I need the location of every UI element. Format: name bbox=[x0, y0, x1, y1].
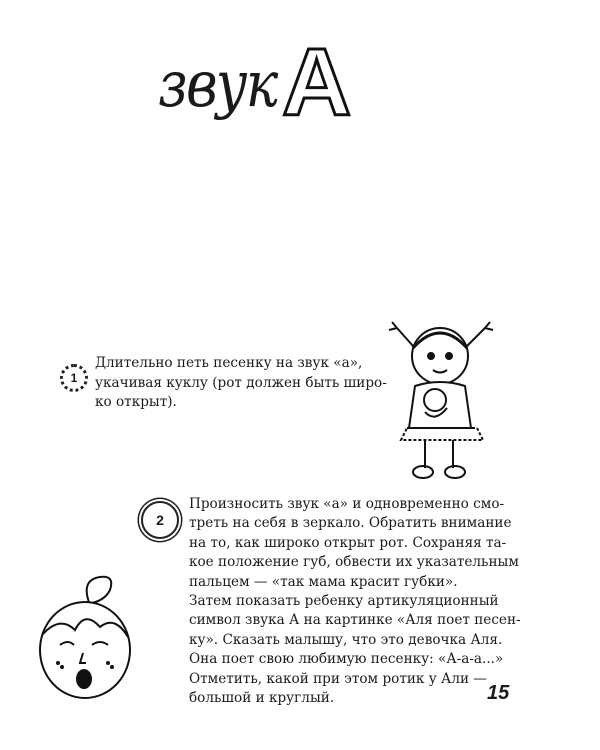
text-line: ко открыт). bbox=[95, 394, 177, 410]
text-line: Отметить, какой при этом ротик у Али — bbox=[189, 670, 487, 687]
text-line: на то, как широко открыт рот. Сохраняя та- bbox=[189, 534, 507, 551]
text-line: символ звука А на картинке «Аля поет песен- bbox=[189, 612, 521, 629]
text-line: пальцем — «так мама красит губки». bbox=[189, 573, 458, 590]
text-line: Длительно петь песенку на звук «а», bbox=[95, 355, 363, 371]
text-line: большой и круглый. bbox=[189, 690, 335, 707]
title-word: звук bbox=[158, 48, 277, 122]
girl-with-doll-illustration bbox=[385, 308, 500, 483]
text-line: кое положение губ, обвести их указательным bbox=[189, 554, 519, 571]
text-line: Произносить звук «а» и одновременно смо- bbox=[189, 496, 505, 512]
step-1-badge: 1 bbox=[60, 364, 88, 392]
step-2-text bbox=[189, 495, 521, 708]
title-letter: А bbox=[282, 29, 352, 136]
step-1-text bbox=[95, 354, 387, 413]
text-line: ку». Сказать малышу, что это девочка Аля. bbox=[189, 631, 503, 648]
page-number: 15 bbox=[487, 682, 510, 704]
text-line: треть на себя в зеркало. Обратить внимание bbox=[189, 515, 512, 532]
text-line: Затем показать ребенку артикуляционный bbox=[189, 593, 499, 610]
text-line: укачивая куклу (рот должен быть широ- bbox=[95, 374, 387, 391]
singing-girl-face-illustration bbox=[30, 575, 145, 705]
step-2-badge: 2 bbox=[141, 501, 179, 539]
text-line: Она поет свою любимую песенку: «А-а-а...» bbox=[189, 651, 504, 668]
